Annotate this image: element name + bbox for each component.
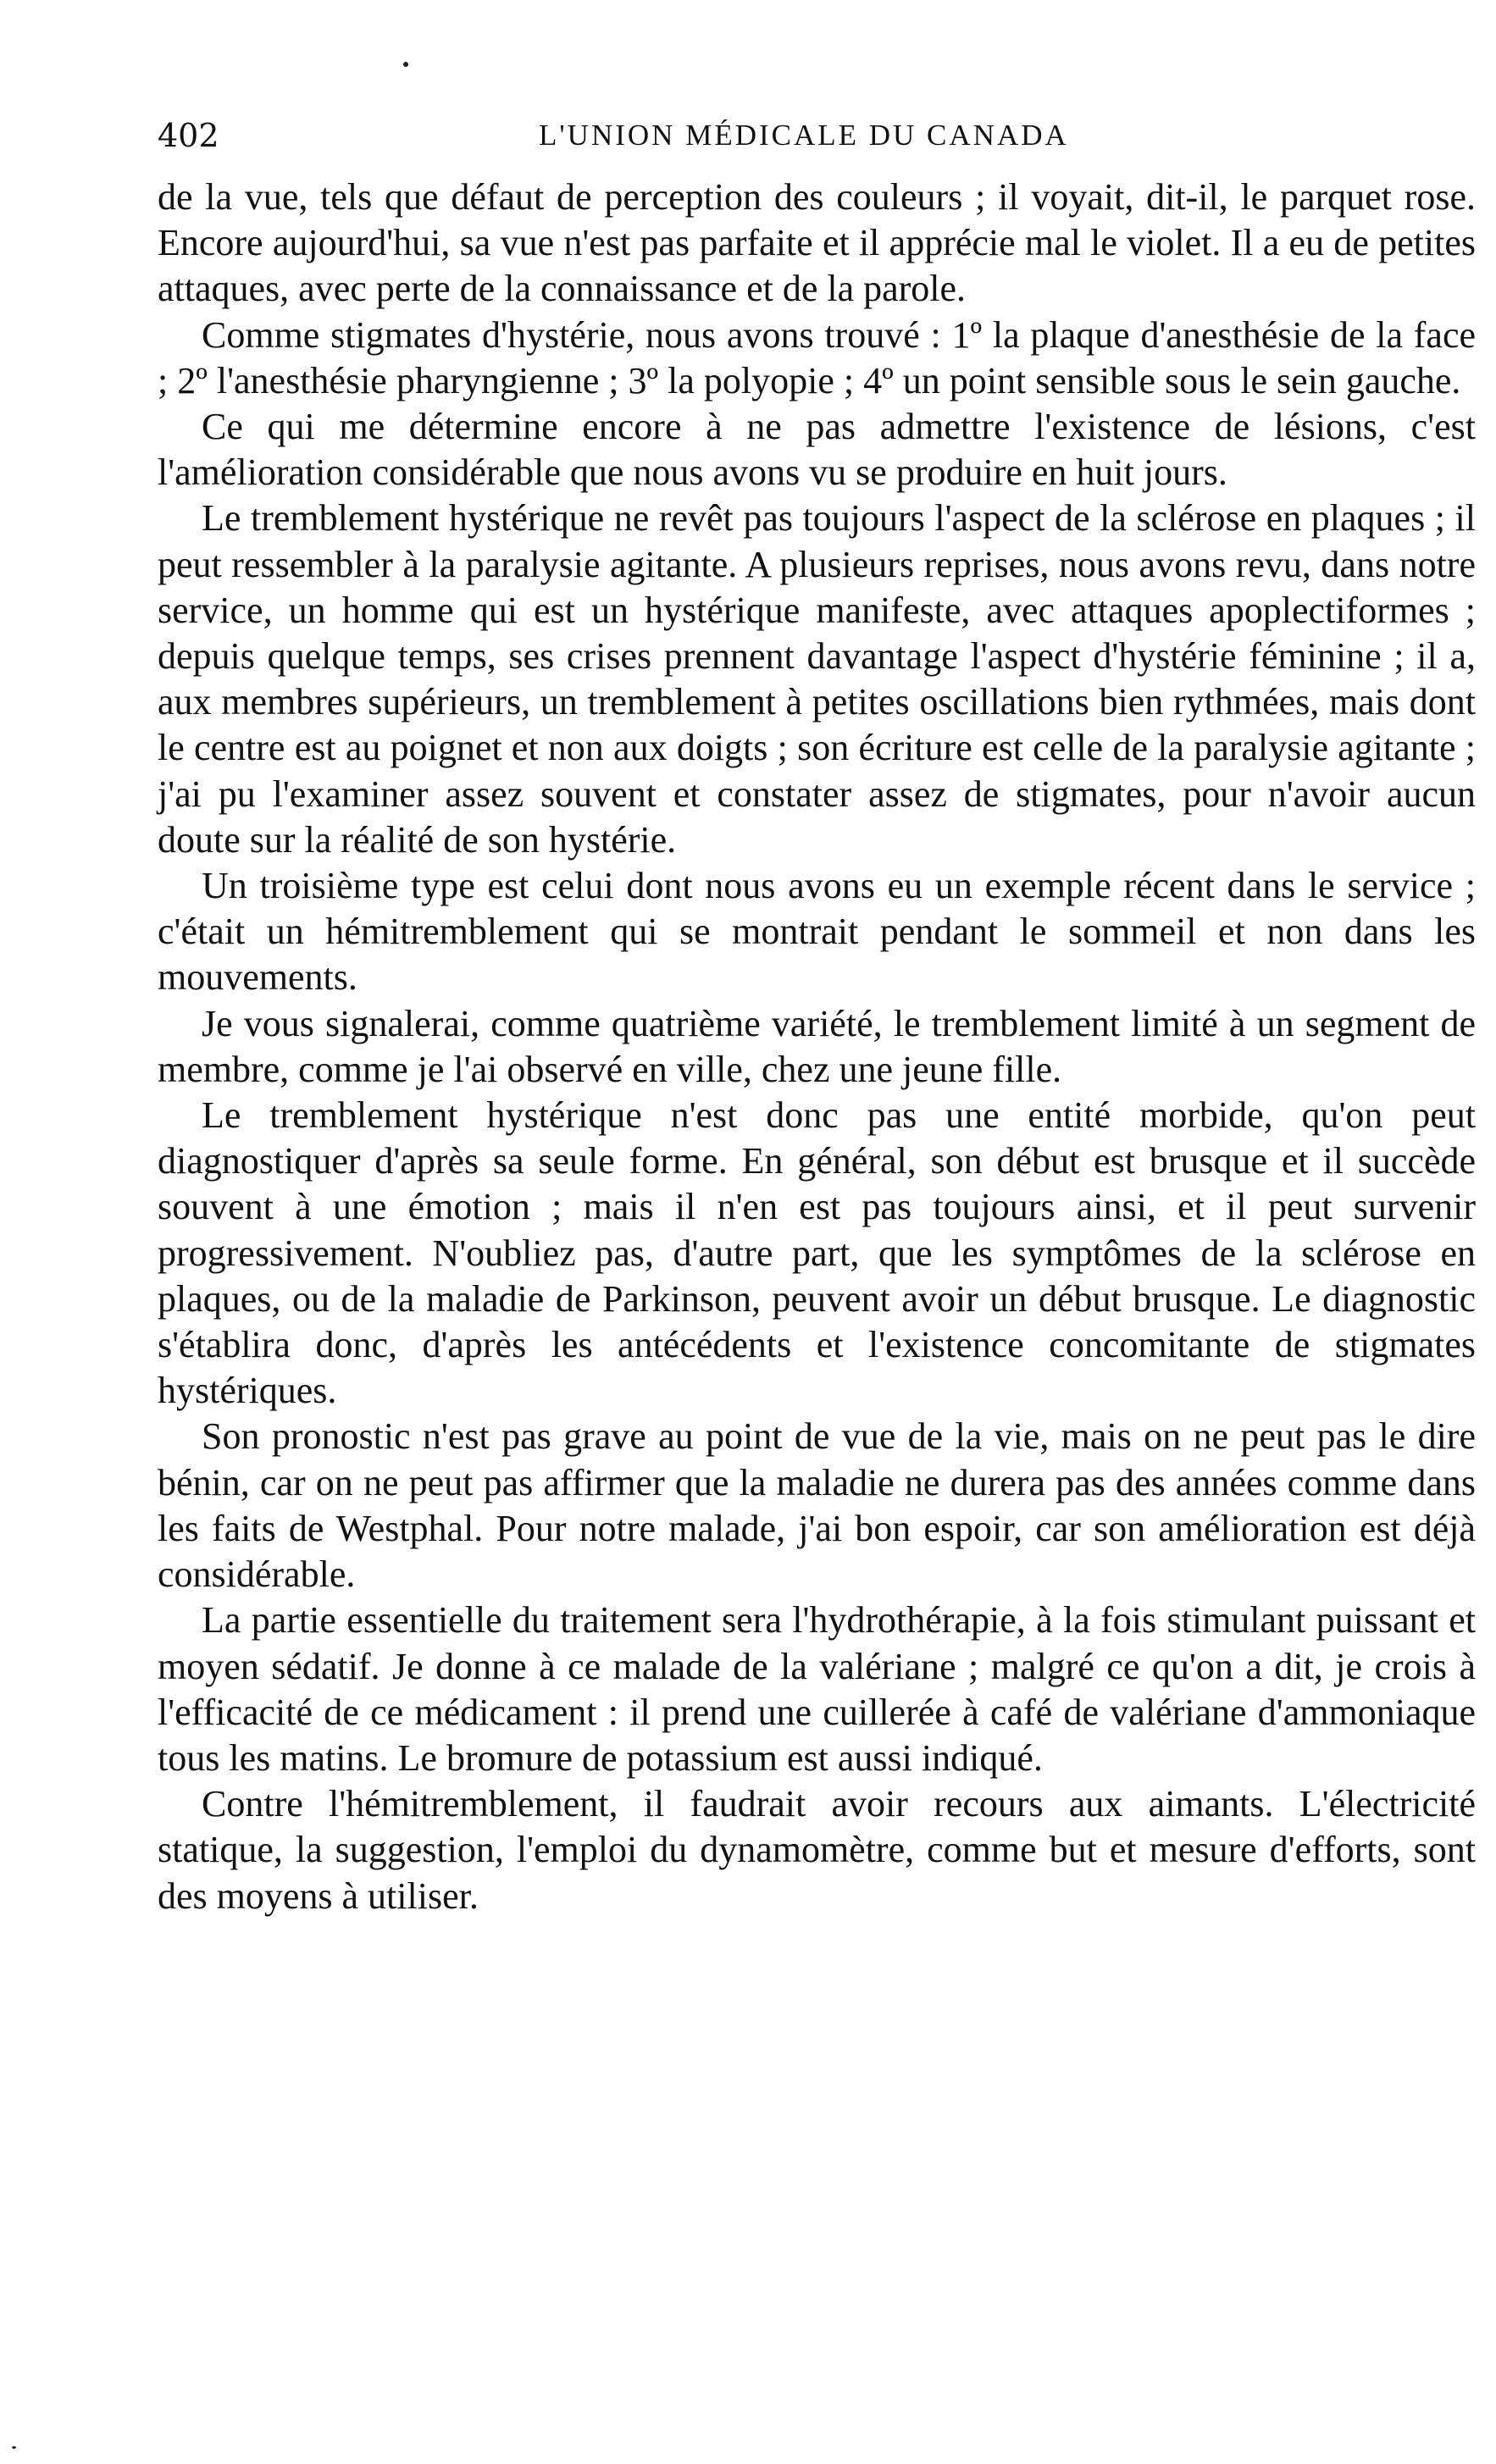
paragraph: Ce qui me détermine encore à ne pas admettre l'existence de lésions, c'est l'amélioration considérable que nous avons vu se produire en huit jours. [158, 406, 1476, 494]
ink-speck [403, 62, 408, 67]
paragraph: Un troisième type est celui dont nous avons eu un exemple récent dans le service ; c'était un hémitremblement qui se montrait pendant le sommeil et non dans les mouvements. [158, 865, 1476, 999]
paragraph: La partie essentielle du traitement sera l'hydrothérapie, à la fois stimulant puissant et moyen sédatif. Je donne à ce malade de la valériane ; malgré ce qu'on a dit, je crois à l'efficacité de ce médicament : il prend une cuillerée à café de valériane d'ammoniaque tous les matins. Le bromure de potassium est aussi indiqué. [158, 1599, 1476, 1779]
paragraph: de la vue, tels que défaut de perception des couleurs ; il voyait, dit-il, le parquet rose. Encore aujourd'hui, sa vue n'est pas parfaite et il apprécie mal le violet. Il a eu de petites attaques, avec perte de la connaissance et de la parole. [158, 176, 1476, 310]
paragraph: Je vous signalerai, comme quatrième variété, le tremblement limité à un segment de membre, comme je l'ai observé en ville, chez une jeune fille. [158, 1002, 1476, 1090]
paragraph: Comme stigmates d'hystérie, nous avons trouvé : 1º la plaque d'anesthésie de la face ; 2º l'anesthésie pharyngienne ; 3º la polyopie ; 4º un point sensible sous le sein gauche. [158, 313, 1476, 401]
article-body [158, 174, 1476, 1919]
paragraph: Le tremblement hystérique ne revêt pas toujours l'aspect de la sclérose en plaques ; il peut ressembler à la paralysie agitante. A plusieurs reprises, nous avons revu, dans notre service, un homme qui est un hystérique manifeste, avec attaques apoplectiformes ; depuis quelque temps, ses crises prennent davantage l'aspect d'hystérie féminine ; il a, aux membres supérieurs, un tremblement à petites oscillations bien rythmées, mais dont le centre est au poignet et non aux doigts ; son écriture est celle de la paralysie agitante ; j'ai pu l'examiner assez souvent et constater assez de stigmates, pour n'avoir aucun doute sur la réalité de son hystérie. [158, 497, 1476, 861]
journal-title: L'UNION MÉDICALE DU CANADA [539, 119, 1069, 152]
page-number: 402 [158, 117, 219, 154]
paragraph: Son pronostic n'est pas grave au point de vue de la vie, mais on ne peut pas le dire bénin, car on ne peut pas affirmer que la maladie ne durera pas des années comme dans les faits de Westphal. Pour notre malade, j'ai bon espoir, car son amélioration est déjà considérable. [158, 1415, 1476, 1596]
paragraph: Le tremblement hystérique n'est donc pas une entité morbide, qu'on peut diagnostiquer d'après sa seule forme. En général, son début est brusque et il succède souvent à une émotion ; mais il n'en est pas toujours ainsi, et il peut survenir progressivement. N'oubliez pas, d'autre part, que les symptômes de la sclérose en plaques, ou de la maladie de Parkinson, peuvent avoir un début brusque. Le diagnostic s'établira donc, d'après les antécédents et l'existence concomitante de stigmates hystériques. [158, 1094, 1476, 1412]
running-header [158, 102, 1476, 169]
paragraph: Contre l'hémitremblement, il faudrait avoir recours aux aimants. L'électricité statique, la suggestion, l'emploi du dynamomètre, comme but et mesure d'efforts, sont des moyens à utiliser. [158, 1783, 1476, 1917]
ink-speck [12, 2446, 16, 2449]
